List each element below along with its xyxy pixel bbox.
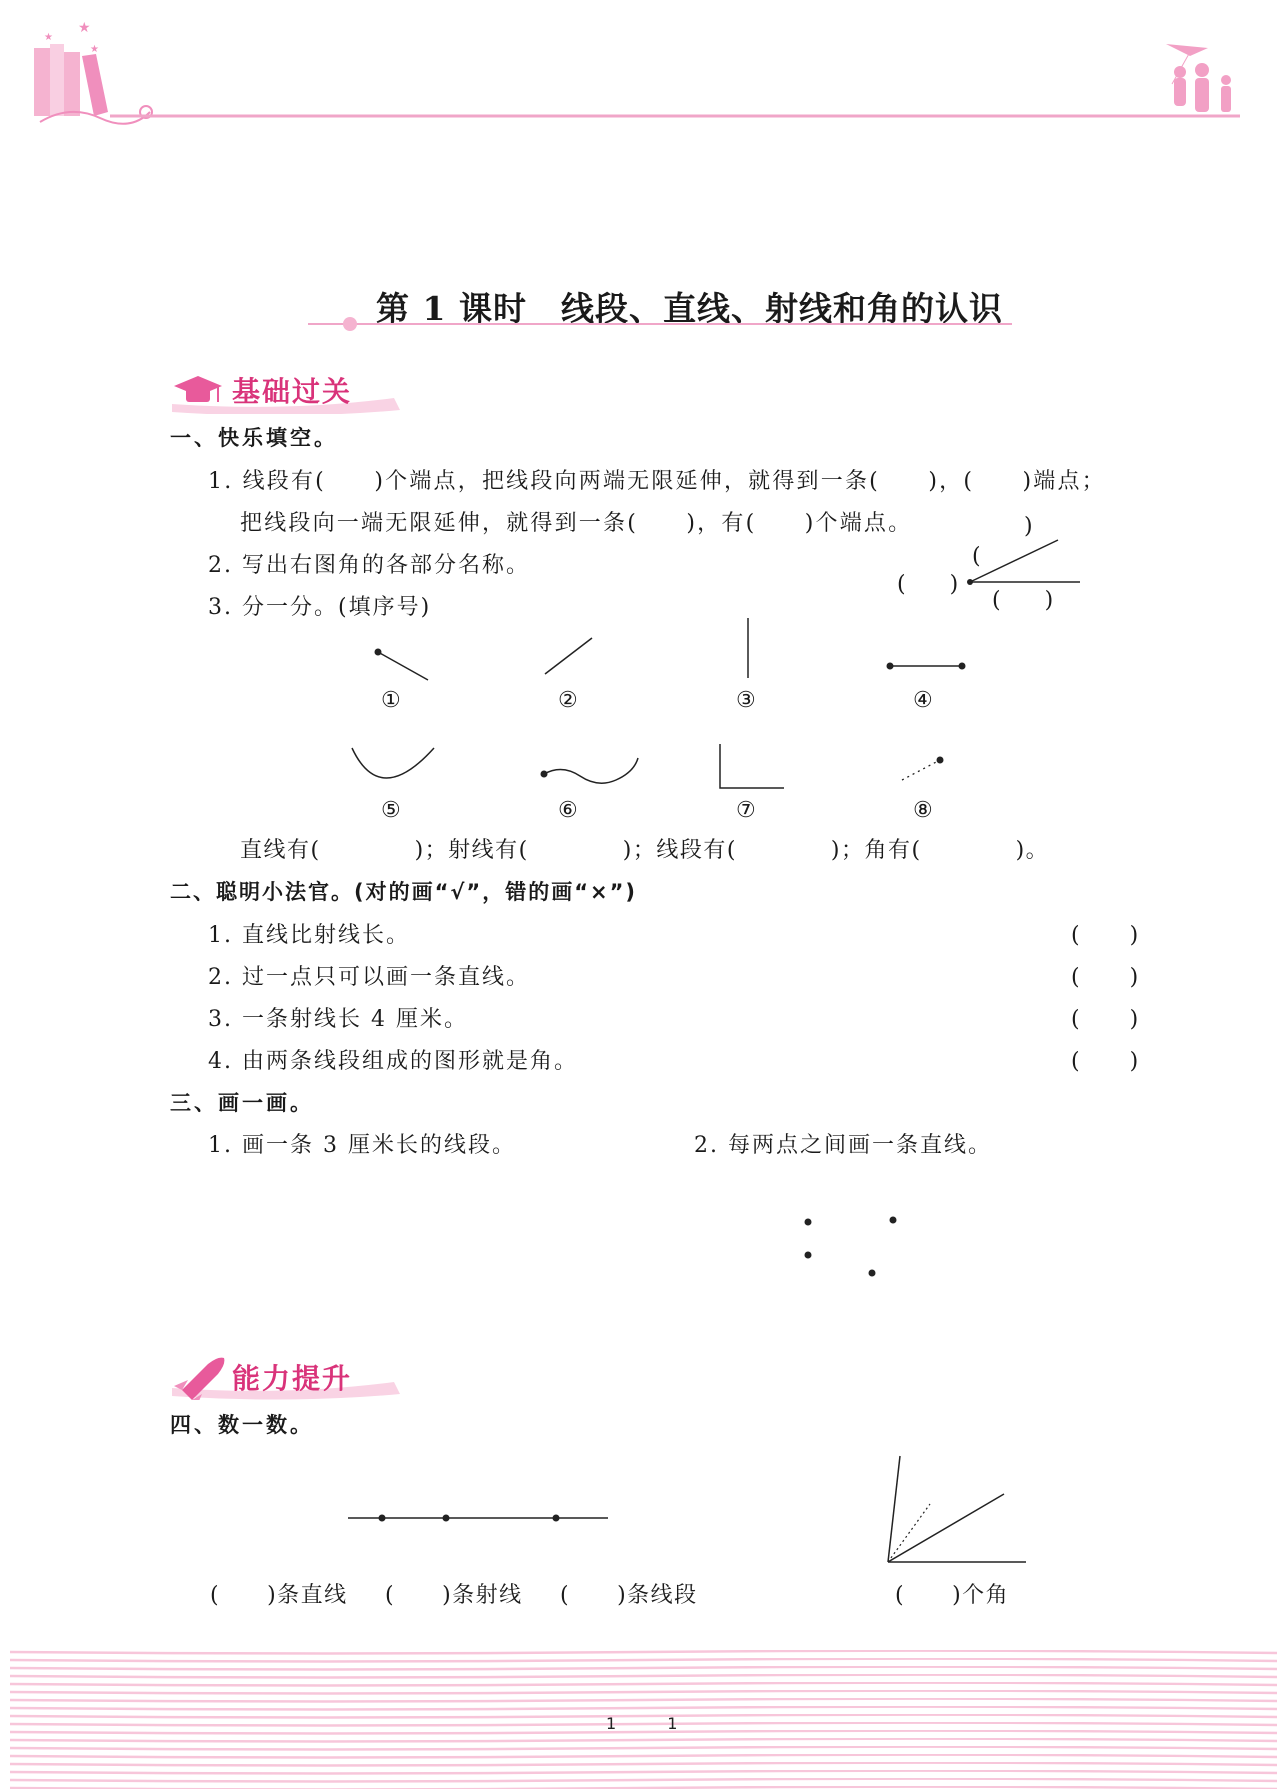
- q2-answer-2[interactable]: ( ): [1071, 965, 1141, 990]
- q4-count-rays: ( )条射线: [385, 1583, 523, 1608]
- q3-item2: 2. 每两点之间画一条直线。: [694, 1133, 992, 1158]
- q4-line-with-points: [340, 1500, 620, 1530]
- q2-item-3: 3. 一条射线长 4 厘米。: [208, 1007, 468, 1032]
- figure-2-line: [545, 638, 592, 674]
- q3-item1: 1. 画一条 3 厘米长的线段。: [208, 1133, 516, 1158]
- q2-heading: 二、聪明小法官。(对的画“√”，错的画“×”): [170, 880, 638, 904]
- figure-7-angle: [720, 744, 784, 788]
- q4-count-angles: ( )个角: [895, 1583, 1010, 1608]
- figure-3-label: ③: [736, 688, 756, 713]
- page-number: 1 1: [606, 1714, 678, 1733]
- figure-1-label: ①: [381, 688, 401, 713]
- page-title: 第 1 课时 线段、直线、射线和角的认识: [376, 289, 1003, 328]
- q1-item1-line1: 1. 线段有( )个端点，把线段向两端无限延伸，就得到一条( )，( )端点；: [208, 469, 1106, 494]
- q4-count-segments: ( )条线段: [560, 1583, 698, 1608]
- figure-4-segment: [887, 663, 966, 670]
- figure-5-label: ⑤: [381, 798, 401, 823]
- q1-item1-line2: 把线段向一端无限延伸，就得到一条( )，有( )个端点。: [240, 511, 913, 536]
- title-underline: [300, 314, 1020, 334]
- family-kite-icon: [1166, 44, 1231, 112]
- q1-heading: 一、快乐填空。: [170, 426, 338, 450]
- angle-paren-bottom: ( ): [992, 588, 1054, 613]
- figure-8-dotted-ray: [902, 757, 944, 781]
- q2-answer-4[interactable]: ( ): [1071, 1049, 1141, 1074]
- angle-arc-label: (: [972, 544, 981, 569]
- books-logo-icon: [34, 20, 152, 124]
- svg-text:★: ★: [44, 32, 53, 43]
- q1-item3: 3. 分一分。(填序号): [208, 595, 432, 620]
- angle-paren-left: ( ): [897, 572, 959, 597]
- section-basic-label: 基础过关: [232, 375, 353, 408]
- header-decoration: [0, 0, 1287, 140]
- q1-item2: 2. 写出右图角的各部分名称。: [208, 553, 530, 578]
- q2-item-2: 2. 过一点只可以画一条直线。: [208, 965, 530, 990]
- q2-item-1: 1. 直线比射线长。: [208, 923, 410, 948]
- figure-5-curve: [352, 748, 434, 778]
- figure-7-label: ⑦: [736, 798, 756, 823]
- figure-6-curve: [541, 758, 639, 783]
- q2-answer-3[interactable]: ( ): [1071, 1007, 1141, 1032]
- q4-heading: 四、数一数。: [170, 1413, 314, 1437]
- angle-vertex: [967, 579, 973, 585]
- q2-item-4: 4. 由两条线段组成的图形就是角。: [208, 1049, 578, 1074]
- q1-answer-line: 直线有( )；射线有( )；线段有( )；角有( )。: [240, 838, 1050, 863]
- figure-6-label: ⑥: [558, 798, 578, 823]
- svg-text:★: ★: [78, 20, 91, 36]
- q4-angle-figure: [880, 1450, 1030, 1570]
- figure-1-ray: [375, 649, 429, 681]
- q3-heading: 三、画一画。: [170, 1091, 314, 1115]
- figure-2-label: ②: [558, 688, 578, 713]
- angle-paren-top: ): [1024, 514, 1033, 539]
- q4-count-lines: ( )条直线: [210, 1583, 348, 1608]
- figure-8-label: ⑧: [913, 798, 933, 823]
- q3-four-points[interactable]: [790, 1208, 910, 1288]
- figure-4-label: ④: [913, 688, 933, 713]
- svg-text:★: ★: [90, 44, 99, 55]
- figures-row-2: [340, 740, 1000, 800]
- section-advanced-label: 能力提升: [232, 1362, 353, 1395]
- q2-answer-1[interactable]: ( ): [1071, 923, 1141, 948]
- figures-row-1: [340, 612, 1000, 682]
- angle-ray-top: [970, 540, 1058, 582]
